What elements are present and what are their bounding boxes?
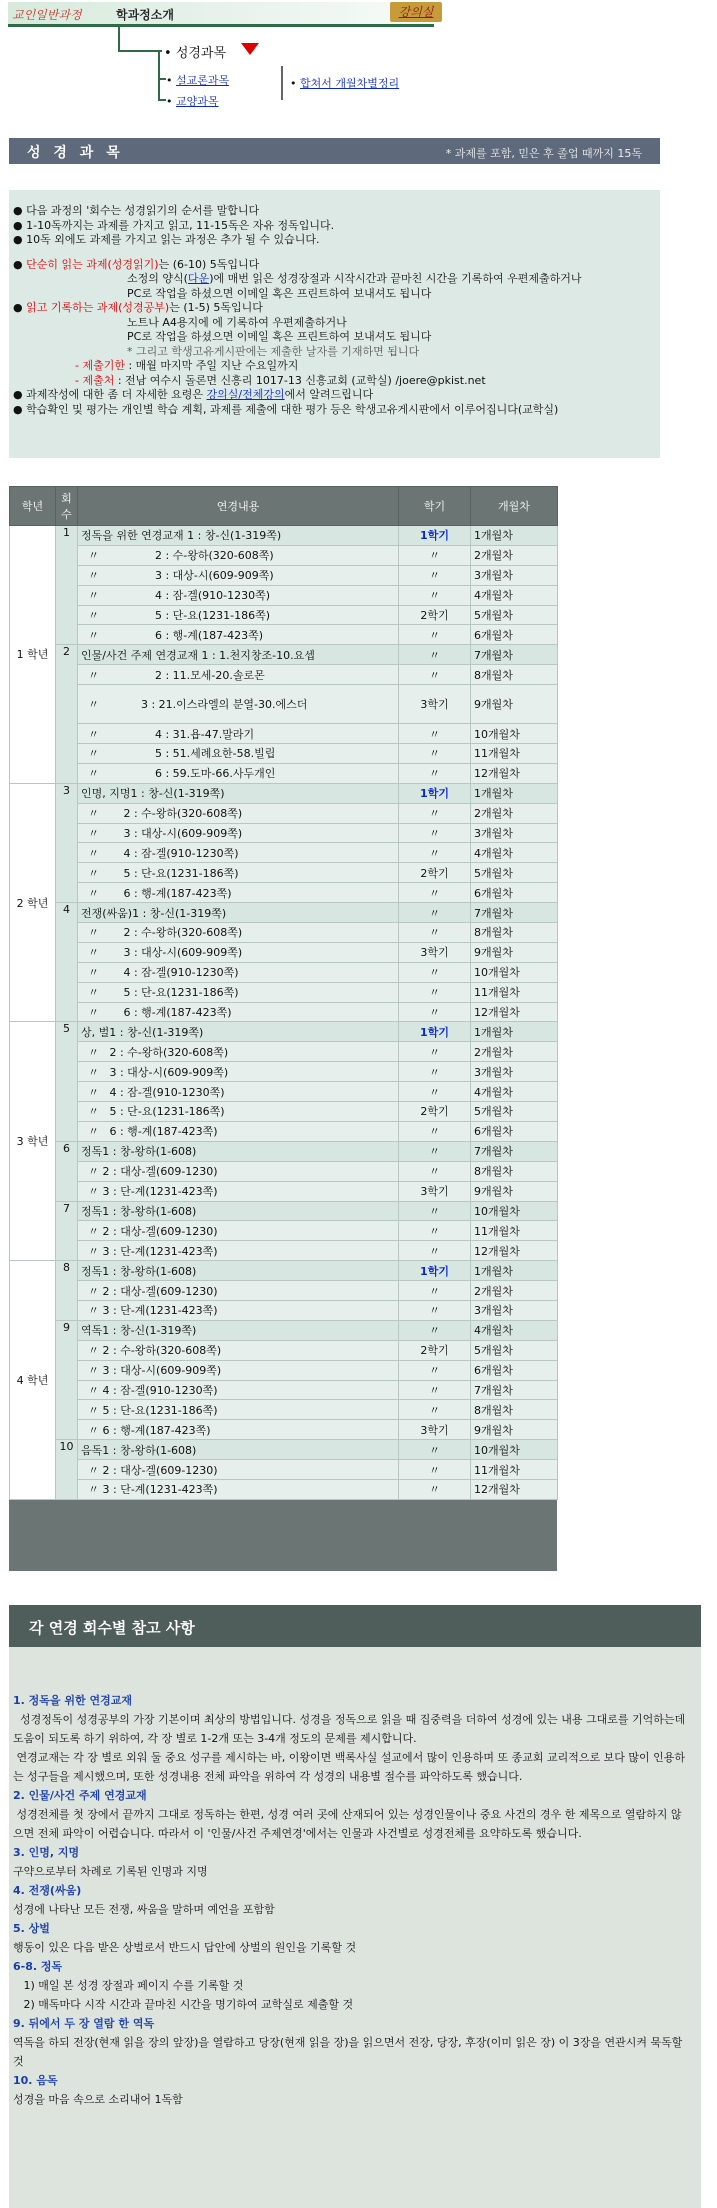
table-row	[10, 685, 558, 724]
schedule-table-wrap	[9, 486, 557, 1571]
table-row	[10, 1102, 558, 1122]
month-cell: 7개월차	[471, 1141, 558, 1161]
reference-header	[9, 1605, 701, 1647]
content-cell: 〃 2 : 수-왕하(320-608쪽)	[78, 803, 399, 823]
content-cell: 인물/사건 주제 연경교재 1 : 1.천지창조-10.요셉	[78, 645, 399, 665]
semester-cell: 〃	[399, 1121, 471, 1141]
info-line: PC로 작업을 하셨으면 이메일 혹은 프린트하여 보내셔도 됩니다	[127, 286, 432, 300]
tree-line	[118, 27, 120, 50]
month-cell: 4개월차	[471, 1082, 558, 1102]
semester-cell: 〃	[399, 1281, 471, 1301]
semester-cell: 〃	[399, 744, 471, 764]
content-cell: 〃 2 : 수-왕하(320-608쪽)	[78, 923, 399, 943]
table-row	[10, 1360, 558, 1380]
semester-cell: 〃	[399, 883, 471, 903]
reference-body: 성경에 나타난 모든 전쟁, 싸움을 말하며 예언을 포함함	[13, 1903, 275, 1916]
table-row	[10, 1002, 558, 1022]
month-cell: 1개월차	[471, 783, 558, 803]
content-cell: 〃 2 : 대상-겔(609-1230)	[78, 1281, 399, 1301]
table-row	[10, 665, 558, 685]
content-cell: 〃 6 : 행-계(187-423쪽)	[78, 883, 399, 903]
semester-cell: 2학기	[399, 605, 471, 625]
semester-cell: 〃	[399, 545, 471, 565]
table-row	[10, 803, 558, 823]
tree-item-combined[interactable]: • 합쳐서 개월차별정리	[290, 77, 400, 90]
arrow-down-icon	[241, 43, 259, 55]
reference-heading: 2. 인물/사건 주제 연경교재	[13, 1789, 147, 1802]
reference-body: 성경정독이 성경공부의 가장 기본이며 최상의 방법입니다. 성경을 정독으로 읽을 때 집중력을 더하여 성경에 있는 내용 그대로를 기억하는데 도움이 되도록 하기 위하여, 각 장 별로 1-2개 또는 3-4개 정도의 문제를 제시합니다. 연경교재는 각 장 별로 외워 둘 중요 성구를 제시하는 바, 이왕이면 백록사실 설교에서 많이 인용하며 또 종교회 교리적으로 보다 많이 인용하는 성구들을 제시했으며, 또한 성경내용 전체 파악을 위하여 각 성경의 내용별 절수를 파악하도록 했습니다.	[13, 1713, 686, 1783]
semester-cell: 〃	[399, 1380, 471, 1400]
month-cell: 7개월차	[471, 645, 558, 665]
table-row	[10, 883, 558, 903]
reference-body: 행동이 있은 다음 받은 상벌로서 반드시 답안에 상벌의 원인을 기록할 것	[13, 1941, 357, 1954]
content-cell: 〃 3 : 대상-시(609-909쪽)	[78, 565, 399, 585]
semester-cell: 3학기	[399, 685, 471, 724]
month-cell: 4개월차	[471, 1320, 558, 1340]
table-row	[10, 1380, 558, 1400]
info-line: ● 다음 과정의 '회수는 성경읽기의 순서를 말합니다	[13, 204, 260, 217]
table-row	[10, 1161, 558, 1181]
semester-cell: 〃	[399, 1062, 471, 1082]
content-cell: 〃 3 : 단-계(1231-423쪽)	[78, 1181, 399, 1201]
content-cell: 〃 6 : 59.도마-66.사두개인	[78, 763, 399, 783]
month-cell: 3개월차	[471, 1300, 558, 1320]
section-header	[9, 138, 660, 164]
table-row	[10, 942, 558, 962]
table-row	[10, 1320, 558, 1340]
month-cell: 7개월차	[471, 1380, 558, 1400]
round-cell: 9	[56, 1320, 78, 1439]
year-cell: 2 학년	[10, 783, 56, 1022]
content-cell: 정독을 위한 연경교재 1 : 창-신(1-319쪽)	[78, 526, 399, 546]
table-row	[10, 843, 558, 863]
table-row	[10, 1261, 558, 1281]
semester-cell: 2학기	[399, 1340, 471, 1360]
semester-cell: 〃	[399, 1479, 471, 1499]
content-cell: 〃 4 : 잠-겔(910-1230쪽)	[78, 1082, 399, 1102]
table-row	[10, 863, 558, 883]
month-cell: 6개월차	[471, 1360, 558, 1380]
month-cell: 11개월차	[471, 744, 558, 764]
table-row	[10, 1082, 558, 1102]
table-row	[10, 1281, 558, 1301]
info-line: ● 학습확인 및 평가는 개인별 학습 계획, 과제를 제출에 대한 평가 등은 학생고유게시판에서 이루어집니다(교학실)	[13, 402, 559, 416]
month-cell: 4개월차	[471, 585, 558, 605]
info-line: * 그리고 학생고유게시판에는 제출한 날자를 기재하면 됩니다	[127, 344, 420, 358]
content-cell: 〃 3 : 대상-시(609-909쪽)	[78, 1360, 399, 1380]
month-cell: 2개월차	[471, 1281, 558, 1301]
month-cell: 12개월차	[471, 1479, 558, 1499]
reference-heading: 5. 상벌	[13, 1922, 50, 1935]
month-cell: 2개월차	[471, 1042, 558, 1062]
content-cell: 〃 2 : 대상-겔(609-1230)	[78, 1221, 399, 1241]
semester-cell: 〃	[399, 903, 471, 923]
month-cell: 10개월차	[471, 1201, 558, 1221]
table-row	[10, 1121, 558, 1141]
content-cell: 〃 3 : 대상-시(609-909쪽)	[78, 942, 399, 962]
content-cell: 역독1 : 창-신(1-319쪽)	[78, 1320, 399, 1340]
month-cell: 4개월차	[471, 843, 558, 863]
table-row	[10, 982, 558, 1002]
course-name: 교인일반과정	[12, 8, 82, 22]
table-row	[10, 744, 558, 764]
semester-cell: 〃	[399, 625, 471, 645]
table-row	[10, 724, 558, 744]
round-cell: 1	[56, 526, 78, 645]
month-cell: 6개월차	[471, 883, 558, 903]
lecture-room-button[interactable]: 강의실	[390, 2, 442, 22]
semester-cell: 〃	[399, 1360, 471, 1380]
table-row	[10, 1022, 558, 1042]
semester-cell: 3학기	[399, 942, 471, 962]
month-cell: 6개월차	[471, 1121, 558, 1141]
info-line: ● 읽고 기록하는 과제(성경공부)는 (1-5) 5독입니다	[13, 301, 263, 314]
semester-cell: 1학기	[399, 526, 471, 546]
semester-cell: 〃	[399, 923, 471, 943]
col-header-semester: 학기	[399, 487, 471, 526]
download-link[interactable]: 다운	[187, 272, 210, 285]
month-cell: 10개월차	[471, 1440, 558, 1460]
semester-cell: 〃	[399, 803, 471, 823]
content-cell: 〃 4 : 잠-겔(910-1230쪽)	[78, 843, 399, 863]
semester-cell: 〃	[399, 585, 471, 605]
content-cell: 〃 6 : 행-계(187-423쪽)	[78, 1002, 399, 1022]
reference-box	[9, 1647, 701, 2208]
reference-body: 역독을 하되 전장(현재 읽을 장의 앞장)을 열람하고 당장(현재 읽을 장)을 읽으면서 전장, 당장, 후장(이미 읽은 장) 이 3장을 연관시켜 묵독할 것	[13, 2036, 686, 2068]
content-cell: 〃 6 : 행-계(187-423쪽)	[78, 625, 399, 645]
reference-heading: 10. 음독	[13, 2074, 58, 2087]
tree-line	[118, 50, 162, 52]
reference-title: 각 연경 회수별 참고 사항	[29, 1619, 195, 1637]
schedule-body	[10, 526, 558, 1500]
year-cell: 3 학년	[10, 1022, 56, 1261]
col-header-content: 연경내용	[78, 487, 399, 526]
table-row	[10, 962, 558, 982]
info-line: ● 단순히 읽는 과제(성경읽기)는 (6-10) 5독입니다	[13, 257, 260, 271]
semester-cell: 3학기	[399, 1181, 471, 1201]
table-row	[10, 645, 558, 665]
semester-cell: 1학기	[399, 783, 471, 803]
content-cell: 〃 3 : 단-계(1231-423쪽)	[78, 1300, 399, 1320]
table-row	[10, 823, 558, 843]
table-row	[10, 923, 558, 943]
semester-cell: 〃	[399, 665, 471, 685]
month-cell: 3개월차	[471, 1062, 558, 1082]
semester-cell: 〃	[399, 565, 471, 585]
content-cell: 상, 벌1 : 창-신(1-319쪽)	[78, 1022, 399, 1042]
content-cell: 〃 2 : 11.모세-20.솔로몬	[78, 665, 399, 685]
reference-body: 성경전체를 첫 장에서 끝까지 그대로 정독하는 한편, 성경 여러 곳에 산재되어 있는 성경인물이나 중요 사건의 경우 한 제목으로 열람하지 않으면 전체 파악이 어렵습니다. 따라서 이 '인물/사건 주제연경'에서는 인물과 사건별로 성경전체를 요약하도록 했습니다.	[13, 1808, 682, 1840]
tree-current-item: • 성경과목	[164, 46, 227, 61]
top-title-bar	[8, 2, 434, 27]
info-line: 소정의 양식(다운)에 매번 읽은 성경장절과 시작시간과 끝마친 시간을 기록하여 우편제출하거나	[127, 272, 582, 285]
info-box	[9, 190, 660, 458]
round-cell: 7	[56, 1201, 78, 1261]
semester-cell: 〃	[399, 843, 471, 863]
semester-cell: 〃	[399, 1141, 471, 1161]
semester-cell: 〃	[399, 763, 471, 783]
tree-item-culture[interactable]: • 교양과목	[166, 95, 219, 108]
round-cell: 5	[56, 1022, 78, 1141]
reference-heading: 9. 뒤에서 두 장 열람 한 역독	[13, 2017, 155, 2030]
table-row	[10, 1241, 558, 1261]
month-cell: 10개월차	[471, 724, 558, 744]
content-cell: 〃 4 : 잠-겔(910-1230쪽)	[78, 1380, 399, 1400]
lecture-link[interactable]: 강의실/전체강의	[206, 388, 285, 401]
bracket-line	[281, 66, 283, 100]
semester-cell: 〃	[399, 1042, 471, 1062]
info-line: ● 1-10독까지는 과제를 가지고 읽고, 11-15독은 자유 정독입니다.	[13, 218, 335, 232]
content-cell: 〃 6 : 행-계(187-423쪽)	[78, 1121, 399, 1141]
page-name: 학과정소개	[116, 8, 174, 22]
tree-line	[158, 52, 160, 100]
round-cell: 6	[56, 1141, 78, 1201]
semester-cell: 〃	[399, 645, 471, 665]
semester-cell: 〃	[399, 1161, 471, 1181]
content-cell: 〃 5 : 단-요(1231-186쪽)	[78, 605, 399, 625]
content-cell: 정독1 : 창-왕하(1-608)	[78, 1261, 399, 1281]
section-title: 성 경 과 목	[27, 145, 124, 161]
content-cell: 〃 3 : 단-계(1231-423쪽)	[78, 1241, 399, 1261]
table-row	[10, 545, 558, 565]
semester-cell: 3학기	[399, 1420, 471, 1440]
table-row	[10, 1300, 558, 1320]
month-cell: 6개월차	[471, 625, 558, 645]
reference-heading: 1. 정독을 위한 연경교재	[13, 1694, 132, 1707]
info-line: - 제출처 : 전남 여수시 돌론면 신흥리 1017-13 신흥교회 (교학실) /joere@pkist.net	[75, 373, 486, 387]
month-cell: 1개월차	[471, 526, 558, 546]
info-line: ● 10독 외에도 과제를 가지고 읽는 과정은 추가 될 수 있습니다.	[13, 233, 320, 246]
month-cell: 2개월차	[471, 545, 558, 565]
month-cell: 12개월차	[471, 1241, 558, 1261]
content-cell: 음독1 : 창-왕하(1-608)	[78, 1440, 399, 1460]
table-row	[10, 1141, 558, 1161]
month-cell: 9개월차	[471, 685, 558, 724]
semester-cell: 〃	[399, 1002, 471, 1022]
table-row	[10, 1181, 558, 1201]
month-cell: 12개월차	[471, 1002, 558, 1022]
month-cell: 5개월차	[471, 1340, 558, 1360]
tree-item-sermon[interactable]: • 설교론과목	[166, 74, 230, 87]
semester-cell: 〃	[399, 823, 471, 843]
section-note: * 과제를 포함, 믿은 후 졸업 때까지 15독	[445, 147, 642, 160]
content-cell: 〃 2 : 대상-겔(609-1230)	[78, 1161, 399, 1181]
content-cell: 〃 4 : 31.욥-47.말라기	[78, 724, 399, 744]
semester-cell: 〃	[399, 1241, 471, 1261]
table-row	[10, 1340, 558, 1360]
semester-cell: 〃	[399, 1082, 471, 1102]
content-cell: 〃 4 : 잠-겔(910-1230쪽)	[78, 585, 399, 605]
content-cell: 〃 2 : 대상-겔(609-1230)	[78, 1460, 399, 1480]
month-cell: 8개월차	[471, 665, 558, 685]
info-line: PC로 작업을 하셨으면 이메일 혹은 프린트하여 보내셔도 됩니다	[127, 330, 432, 343]
month-cell: 12개월차	[471, 763, 558, 783]
col-header-month: 개월차	[471, 487, 558, 526]
content-cell: 정독1 : 창-왕하(1-608)	[78, 1141, 399, 1161]
content-cell: 〃 5 : 단-요(1231-186쪽)	[78, 863, 399, 883]
col-header-year: 학년	[10, 487, 56, 526]
month-cell: 11개월차	[471, 982, 558, 1002]
month-cell: 5개월차	[471, 863, 558, 883]
semester-cell: 1학기	[399, 1261, 471, 1281]
reference-body: 성경을 마음 속으로 소리내어 1독함	[13, 2093, 183, 2106]
month-cell: 9개월차	[471, 942, 558, 962]
content-cell: 〃 6 : 행-계(187-423쪽)	[78, 1420, 399, 1440]
table-row	[10, 585, 558, 605]
content-cell: 〃 5 : 단-요(1231-186쪽)	[78, 1102, 399, 1122]
col-header-round: 회수	[56, 487, 78, 526]
table-row	[10, 526, 558, 546]
month-cell: 11개월차	[471, 1460, 558, 1480]
table-row	[10, 605, 558, 625]
semester-cell: 〃	[399, 1300, 471, 1320]
content-cell: 전쟁(싸움)1 : 창-신(1-319쪽)	[78, 903, 399, 923]
month-cell: 10개월차	[471, 962, 558, 982]
round-cell: 4	[56, 903, 78, 1022]
table-row	[10, 1062, 558, 1082]
info-line: - 제출기한 : 매월 마지막 주일 지난 수요일까지	[75, 359, 299, 372]
content-cell: 〃 5 : 51.세례요한-58.빌립	[78, 744, 399, 764]
month-cell: 1개월차	[471, 1261, 558, 1281]
reference-heading: 4. 전쟁(싸움)	[13, 1884, 82, 1897]
month-cell: 3개월차	[471, 565, 558, 585]
content-cell: 정독1 : 창-왕하(1-608)	[78, 1201, 399, 1221]
semester-cell: 〃	[399, 1320, 471, 1340]
reference-body: 1) 매일 본 성경 장절과 페이지 수를 기록할 것 2) 매독마다 시작 시간과 끝마친 시간을 명기하여 교학실로 제출할 것	[23, 1979, 354, 2011]
table-row	[10, 1479, 558, 1499]
content-cell: 〃 2 : 수-왕하(320-608쪽)	[78, 545, 399, 565]
month-cell: 1개월차	[471, 1022, 558, 1042]
reference-heading: 6-8. 정독	[13, 1960, 63, 1973]
month-cell: 5개월차	[471, 605, 558, 625]
round-cell: 10	[56, 1440, 78, 1500]
month-cell: 11개월차	[471, 1221, 558, 1241]
table-row	[10, 783, 558, 803]
semester-cell: 〃	[399, 962, 471, 982]
reference-heading: 3. 인명, 지명	[13, 1846, 80, 1859]
reference-body: 구약으로부터 차례로 기록된 인명과 지명	[13, 1865, 208, 1878]
month-cell: 7개월차	[471, 903, 558, 923]
semester-cell: 〃	[399, 1400, 471, 1420]
table-row	[10, 1201, 558, 1221]
content-cell: 〃 3 : 21.이스라엘의 분열-30.에스더	[78, 685, 399, 724]
content-cell: 〃 2 : 수-왕하(320-608쪽)	[78, 1340, 399, 1360]
semester-cell: 〃	[399, 724, 471, 744]
semester-cell: 〃	[399, 982, 471, 1002]
semester-cell: 〃	[399, 1440, 471, 1460]
table-row	[10, 903, 558, 923]
semester-cell: 2학기	[399, 1102, 471, 1122]
info-line: 노트나 A4용지에 에 기록하여 우편제출하거나	[127, 315, 347, 329]
year-cell: 1 학년	[10, 526, 56, 784]
semester-cell: 〃	[399, 1221, 471, 1241]
semester-cell: 〃	[399, 1460, 471, 1480]
month-cell: 9개월차	[471, 1420, 558, 1440]
content-cell: 〃 3 : 대상-시(609-909쪽)	[78, 1062, 399, 1082]
table-row	[10, 1221, 558, 1241]
table-row	[10, 1460, 558, 1480]
content-cell: 〃 3 : 대상-시(609-909쪽)	[78, 823, 399, 843]
info-line: ● 과제작성에 대한 좀 더 자세한 요령은 강의실/전체강의에서 알려드립니다	[13, 388, 374, 401]
month-cell: 8개월차	[471, 1400, 558, 1420]
month-cell: 8개월차	[471, 923, 558, 943]
table-row	[10, 763, 558, 783]
tree-line	[158, 78, 166, 80]
table-row	[10, 565, 558, 585]
month-cell: 5개월차	[471, 1102, 558, 1122]
table-row	[10, 1400, 558, 1420]
round-cell: 3	[56, 783, 78, 902]
month-cell: 9개월차	[471, 1181, 558, 1201]
content-cell: 〃 3 : 단-계(1231-423쪽)	[78, 1479, 399, 1499]
round-cell: 8	[56, 1261, 78, 1321]
table-row	[10, 1420, 558, 1440]
month-cell: 8개월차	[471, 1161, 558, 1181]
content-cell: 〃 4 : 잠-겔(910-1230쪽)	[78, 962, 399, 982]
content-cell: 〃 2 : 수-왕하(320-608쪽)	[78, 1042, 399, 1062]
month-cell: 2개월차	[471, 803, 558, 823]
reference-list	[9, 1691, 693, 2109]
table-row	[10, 625, 558, 645]
month-cell: 3개월차	[471, 823, 558, 843]
content-cell: 〃 5 : 단-요(1231-186쪽)	[78, 982, 399, 1002]
semester-cell: 1학기	[399, 1022, 471, 1042]
tree-line	[158, 99, 166, 101]
year-cell: 4 학년	[10, 1261, 56, 1500]
content-cell: 〃 5 : 단-요(1231-186쪽)	[78, 1400, 399, 1420]
schedule-table	[9, 486, 558, 1500]
content-cell: 인명, 지명1 : 창-신(1-319쪽)	[78, 783, 399, 803]
table-row	[10, 1440, 558, 1460]
semester-cell: 〃	[399, 1201, 471, 1221]
semester-cell: 2학기	[399, 863, 471, 883]
round-cell: 2	[56, 645, 78, 783]
table-row	[10, 1042, 558, 1062]
